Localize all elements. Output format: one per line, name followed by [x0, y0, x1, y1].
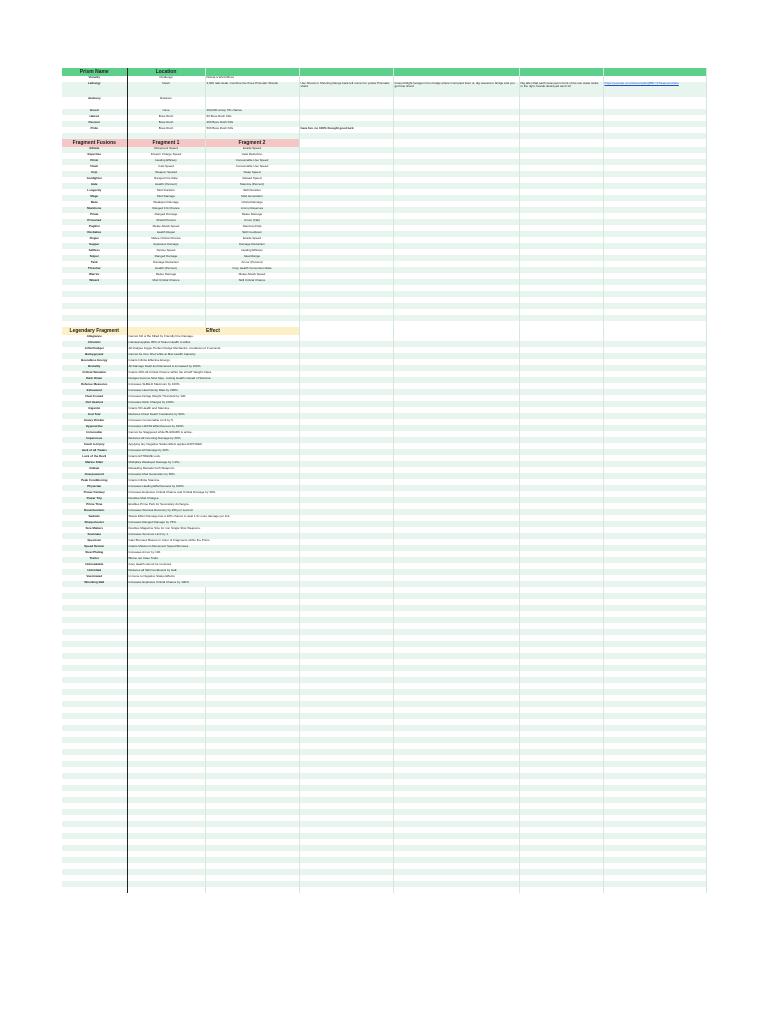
fusion-name: Grip — [62, 171, 127, 177]
legendary-name: Sharpshooter — [62, 521, 127, 527]
legendary-effect: Cannot be One Shot while at Max Health Capacity. — [127, 353, 299, 359]
prism-location: Boss Rush — [127, 127, 205, 133]
legendary-name: Speed Demon — [62, 545, 127, 551]
empty-cell[interactable] — [393, 327, 519, 335]
prism-name: Greed — [62, 109, 127, 115]
legendary-effect: Grants Infinite Effective Energy. — [127, 359, 299, 365]
fusion-fragment-2: Evade Speed — [205, 147, 299, 153]
prism-note: Dig after Rad earth boat pad in front of the two water tanks to the right, beside destroyed sand 13 — [519, 82, 603, 97]
legendary-effect: Grants 20% All Critical Chance within the LIGHT Weight Class. — [127, 371, 299, 377]
legendary-effect: Increases Relic Charges by 100%. — [127, 401, 299, 407]
legendary-effect: Cannot Kill or Be Killed by Friendly Fire Damage. — [127, 335, 299, 341]
legendary-name: Gigantic — [62, 407, 127, 413]
legendary-name: Boundless Energy — [62, 359, 127, 365]
fusion-name: Pirate — [62, 213, 127, 219]
legendary-name: Jack of all Trades — [62, 449, 127, 455]
legendary-name: Wrecking Ball — [62, 581, 127, 587]
legendary-effect: All Damage Dealt and Received is increased by 100%. — [127, 365, 299, 371]
fusion-name: Clinic — [62, 159, 127, 165]
legendary-name: Marine Killer — [62, 461, 127, 467]
prism-note — [393, 97, 519, 109]
legendary-effect: Reloading Reloads both Weapons. — [127, 467, 299, 473]
empty-cell[interactable] — [393, 68, 519, 76]
legendary-effect: Increases Consumable Limit by 5. — [127, 419, 299, 425]
legendary-effect: Reduces Chest Death Cooldowns by 90%. — [127, 413, 299, 419]
prism-name: Passion — [62, 121, 127, 127]
fusion-fragment-2: Mod Generation — [205, 195, 299, 201]
sheet-row — [62, 82, 706, 97]
fusion-fragment-2: Armor (Flat) — [205, 219, 299, 225]
legendary-effect: Cannot be Staggered while BULWARK is active. — [127, 431, 299, 437]
fusion-fragment-2: Grey Health Conversion Rate — [205, 267, 299, 273]
legendary-effect: Increases All Damage by 40%. — [127, 449, 299, 455]
fusion-name: Gunfighter — [62, 177, 127, 183]
legendary-name: Insult to Injury — [62, 443, 127, 449]
legendary-name: God Tear — [62, 413, 127, 419]
fusion-fragment-1: Mod Critical Chance — [127, 279, 205, 285]
fusion-fragment-1: Healing Efficacy — [127, 159, 205, 165]
legendary-effect: Increases Heat Decay Rate by 200%. — [127, 389, 299, 395]
fusion-fragment-2: Ammo Reserves — [205, 207, 299, 213]
fusion-fragment-1: Shield Percent — [127, 219, 205, 225]
legendary-effect: Grants Maximum Movement Speed Bonuses. — [127, 545, 299, 551]
fusion-fragment-2: Critical Damage — [205, 201, 299, 207]
fusion-fragment-1: Mod Damage — [127, 195, 205, 201]
sheet-row — [62, 97, 706, 109]
sheet-body — [62, 68, 706, 893]
fusion-fragment-2: Stamina (Flat) — [205, 225, 299, 231]
fusion-fragment-2: Evade Speed — [205, 237, 299, 243]
fusion-name: Longevity — [62, 189, 127, 195]
legendary-effect: Multiplies Weakspot Damage by 1.25x. — [127, 461, 299, 467]
prism-location: Dwell — [127, 82, 205, 97]
prism-note — [299, 97, 393, 109]
empty-cell[interactable] — [299, 139, 393, 147]
prism-detail: 500 Boss Rush Kills — [205, 127, 299, 133]
legendary-name: Artful Dodger — [62, 347, 127, 353]
prism-name: Lethargy — [62, 82, 127, 97]
legendary-name: Reverberation — [62, 509, 127, 515]
legendary-name: Outlaw — [62, 467, 127, 473]
legendary-name: Full Hearted — [62, 401, 127, 407]
legendary-name: Peak Conditioning — [62, 479, 127, 485]
legendary-name: Unbreakable — [62, 563, 127, 569]
legendary-name: Hyperactive — [62, 425, 127, 431]
prism-note: Use Shovel in Shooting Range back left corner for yellow Prismatic shard — [299, 82, 393, 97]
empty-cell[interactable] — [299, 327, 393, 335]
fragment-2-header: Fragment 2 — [205, 139, 299, 147]
legendary-effect: Reduces all Skill Cooldowns by Half. — [127, 569, 299, 575]
prism-location: Boss Rush — [127, 121, 205, 127]
legendary-name: Power Trip — [62, 497, 127, 503]
legendary-name: Size Matters — [62, 527, 127, 533]
fusion-fragment-1: Ranged Fire Rate — [127, 177, 205, 183]
prism-name-header: Prism Name — [62, 68, 127, 76]
empty-cell[interactable] — [519, 327, 603, 335]
empty-cell[interactable] — [603, 887, 706, 893]
prism-note — [519, 97, 603, 109]
fusion-fragment-2: Skill Duration — [205, 189, 299, 195]
fusion-fragment-2: Ideal Range — [205, 255, 299, 261]
prism-video-link[interactable]: https://youtube.com/shorts/spZuQB5t-Yk?feature=share — [603, 82, 706, 97]
fusion-fragment-1: Firearm Charge Speed — [127, 153, 205, 159]
fusion-name: Sniper — [62, 255, 127, 261]
legendary-name: Sadistic — [62, 515, 127, 521]
prism-video-link[interactable] — [603, 97, 706, 109]
fusion-fragment-1: Movement Speed — [127, 147, 205, 153]
fragment-fusions-header: Fragment Fusions — [62, 139, 127, 147]
fusion-fragment-1: Health (Percent) — [127, 183, 205, 189]
empty-cell[interactable] — [603, 139, 706, 147]
fusion-name: Munitions — [62, 207, 127, 213]
legendary-effect: Lifesteal applies 35% of Stolen Health to Allies. — [127, 341, 299, 347]
legendary-effect: Increases Explosive Critical Chance by 100%. — [127, 581, 299, 587]
legendary-effect: Increases Armor by 100. — [127, 551, 299, 557]
effect-header: Effect — [127, 327, 299, 335]
fusion-fragment-1: Revive Speed — [127, 249, 205, 255]
legendary-effect: Reduces All Incoming Damage by 20%. — [127, 437, 299, 443]
legendary-name: Steel Plating — [62, 551, 127, 557]
fusion-fragment-2: Armor (Percent) — [205, 261, 299, 267]
fusion-fragment-1: Cast Speed — [127, 165, 205, 171]
legendary-name: Defense Measures — [62, 383, 127, 389]
fusion-fragment-2: Swap Speed — [205, 171, 299, 177]
legendary-effect: Increases SHIELD Maximum by 100%. — [127, 383, 299, 389]
fusion-name: Flash — [62, 165, 127, 171]
fusion-fragment-2: Heat Reduction — [205, 153, 299, 159]
prism-name: Hatred — [62, 115, 127, 121]
fusion-fragment-1: Ranged Damage — [127, 255, 205, 261]
fusion-name: Meta — [62, 201, 127, 207]
legendary-effect: Doubles Magazine Size for non Single Shot Weapons. — [127, 527, 299, 533]
legendary-name: Prime Time — [62, 503, 127, 509]
prism-name: Jealousy — [62, 97, 127, 109]
fusion-name: Selfless — [62, 249, 127, 255]
legendary-name: Altruistic — [62, 341, 127, 347]
fusion-name: Expertise — [62, 153, 127, 159]
legendary-name: Allegiance — [62, 335, 127, 341]
fusion-fragment-2: Skill Critical Chance — [205, 279, 299, 285]
sheet-row — [62, 68, 706, 76]
legendary-effect: Immune to Negative Status Effects. — [127, 575, 299, 581]
prism-name: Voracity — [62, 76, 127, 82]
fusion-fragment-1: Mod Duration — [127, 189, 205, 195]
legendary-name: Traitor — [62, 557, 127, 563]
sheet-row — [62, 139, 706, 147]
empty-cell[interactable] — [299, 887, 393, 893]
fusion-fragment-2: Consumable Use Speed — [205, 159, 299, 165]
legendary-effect: Status Effect Damage has a 20% chance to deal 1.5x more damage per tick. — [127, 515, 299, 521]
fusion-fragment-1: Health Regen — [127, 231, 205, 237]
fusion-fragment-1: Ranged Damage — [127, 213, 205, 219]
legendary-name: Impervious — [62, 437, 127, 443]
location-header: Location — [127, 68, 205, 76]
prism-detail: 50 Boss Rush Kills — [205, 115, 299, 121]
prism-detail: 200,000 scrap, 5% chance — [205, 109, 299, 115]
fusion-fragment-2: Skill Cooldown — [205, 231, 299, 237]
fusion-fragment-1: Health (Percent) — [127, 267, 205, 273]
sheet-row — [62, 887, 706, 893]
legendary-name: Fleet Footed — [62, 395, 127, 401]
prism-detail — [205, 97, 299, 109]
empty-cell[interactable] — [127, 887, 205, 893]
fusion-fragment-1: Weakspot Damage — [127, 201, 205, 207]
prism-detail: 3,000 rads dealt. Combine the three Prismatic Shards — [205, 82, 299, 97]
fusion-name: Tank — [62, 261, 127, 267]
fusion-fragment-2: Reload Speed — [205, 177, 299, 183]
legendary-effect: Dodges become Mod Step, costing Health instead of Stamina. — [127, 377, 299, 383]
empty-cell[interactable] — [519, 139, 603, 147]
legendary-name: Heavy Drinker — [62, 419, 127, 425]
fusion-fragment-2: Melee Damage — [205, 213, 299, 219]
legendary-effect: Blame out Case Trails. — [127, 557, 299, 563]
legendary-effect: Increases Summon Limit by 1. — [127, 533, 299, 539]
fusion-fragment-2: Damage Reduction — [205, 243, 299, 249]
legendary-effect: Increases HASTE Effectiveness by 100%. — [127, 425, 299, 431]
legendary-effect: Applying any Negative Status Effect applies EXPOSED. — [127, 443, 299, 449]
legendary-name: Power Fantasy — [62, 491, 127, 497]
fusion-fragment-2: Consumable Use Speed — [205, 165, 299, 171]
empty-cell[interactable] — [205, 887, 299, 893]
prism-location: Challenge — [127, 76, 205, 82]
fusion-name: Athlete — [62, 147, 127, 153]
fusion-name: Sapper — [62, 243, 127, 249]
legendary-effect: Increases Ranged Damage by 75%. — [127, 521, 299, 527]
fusion-name: Wizard — [62, 279, 127, 285]
legendary-name: Brutality — [62, 365, 127, 371]
legendary-name: Luck of the Devil — [62, 455, 127, 461]
fusion-fragment-1: Weapon Spread — [127, 171, 205, 177]
fusion-fragment-1: Melee Damage — [127, 273, 205, 279]
empty-cell[interactable] — [603, 327, 706, 335]
fusion-name: Pugilist — [62, 225, 127, 231]
prism-location: Reliance — [127, 97, 205, 109]
fusion-name: Hale — [62, 183, 127, 189]
legendary-name: Vaccinated — [62, 575, 127, 581]
legendary-effect: Grey Health cannot be removed. — [127, 563, 299, 569]
fusion-name: Warrior — [62, 273, 127, 279]
empty-cell[interactable] — [205, 68, 299, 76]
prism-note: Ground Right hexagon from bridge where Corrupted Door is, dig nearest to bridge and you get blue shard — [393, 82, 519, 97]
prism-table — [62, 68, 707, 893]
empty-cell[interactable] — [519, 68, 603, 76]
legendary-effect: All Dodges trigger Perfect Dodge Mechanics. Cooldown of 3 seconds. — [127, 347, 299, 353]
prism-detail: 200 Boss Rush Kills — [205, 121, 299, 127]
legendary-effect: Increases Explosive Critical Chance and Critical Damage by 30%. — [127, 491, 299, 497]
fusion-name: Rogue — [62, 237, 127, 243]
prism-name: Pride — [62, 127, 127, 133]
fusion-name: Revitalize — [62, 231, 127, 237]
fusion-fragment-1: Melee Critical Chance — [127, 237, 205, 243]
legendary-effect: Increases Stamina Recovery by 250 per second. — [127, 509, 299, 515]
empty-cell[interactable] — [393, 887, 519, 893]
fusion-fragment-2: Healing Efficacy — [205, 249, 299, 255]
fusion-name: Thrasher — [62, 267, 127, 273]
legendary-effect: Gain Bonuses Based on Color of Fragments within the Prism. — [127, 539, 299, 545]
legendary-effect: Grants Infinite Stamina. — [127, 479, 299, 485]
prism-note: have fun, no 100% thought good luck — [299, 127, 393, 133]
spreadsheet — [62, 68, 706, 893]
legendary-effect: Enables Prime Perk for Secondary Archetype. — [127, 503, 299, 509]
legendary-name: Exhausted — [62, 389, 127, 395]
legendary-name: Soulmate — [62, 533, 127, 539]
legendary-name: Immovable — [62, 431, 127, 437]
legendary-effect: Increases Mod Generation by 60%. — [127, 473, 299, 479]
prism-detail: Defeat a World Boss — [205, 76, 299, 82]
legendary-effect: Grants EXTREME Luck. — [127, 455, 299, 461]
fusion-name: Mage — [62, 195, 127, 201]
legendary-name: Overpowered — [62, 473, 127, 479]
legendary-effect: Grants 50 Health and Stamina. — [127, 407, 299, 413]
fragment-1-header: Fragment 1 — [127, 139, 205, 147]
empty-cell[interactable] — [62, 887, 127, 893]
legendary-name: Critical Situation — [62, 371, 127, 377]
legendary-effect: Doubles Mod Charges. — [127, 497, 299, 503]
legendary-fragment-header: Legendary Fragment — [62, 327, 127, 335]
legendary-name: Dark Omen — [62, 377, 127, 383]
legendary-name: Spectrum — [62, 539, 127, 545]
legendary-effect: Increases Dodge Weight Threshold by 100. — [127, 395, 299, 401]
prism-location: Cave — [127, 109, 205, 115]
fusion-fragment-2: Stamina (Percent) — [205, 183, 299, 189]
fusion-fragment-1: Explosive Damage — [127, 243, 205, 249]
fusion-name: Protected — [62, 219, 127, 225]
legendary-name: Unbridled — [62, 569, 127, 575]
empty-cell[interactable] — [519, 887, 603, 893]
empty-cell[interactable] — [393, 139, 519, 147]
fusion-fragment-1: Damage Reduction — [127, 261, 205, 267]
fusion-fragment-2: Melee Attack Speed — [205, 273, 299, 279]
legendary-effect: Increases Healing Effectiveness by 100%. — [127, 485, 299, 491]
legendary-name: Barbygoyant — [62, 353, 127, 359]
fusion-fragment-1: Melee Attack Speed — [127, 225, 205, 231]
legendary-name: Physician — [62, 485, 127, 491]
empty-cell[interactable] — [299, 68, 393, 76]
fusion-fragment-1: Ranged Crit Chance — [127, 207, 205, 213]
empty-cell[interactable] — [603, 68, 706, 76]
prism-location: Boss Rush — [127, 115, 205, 121]
